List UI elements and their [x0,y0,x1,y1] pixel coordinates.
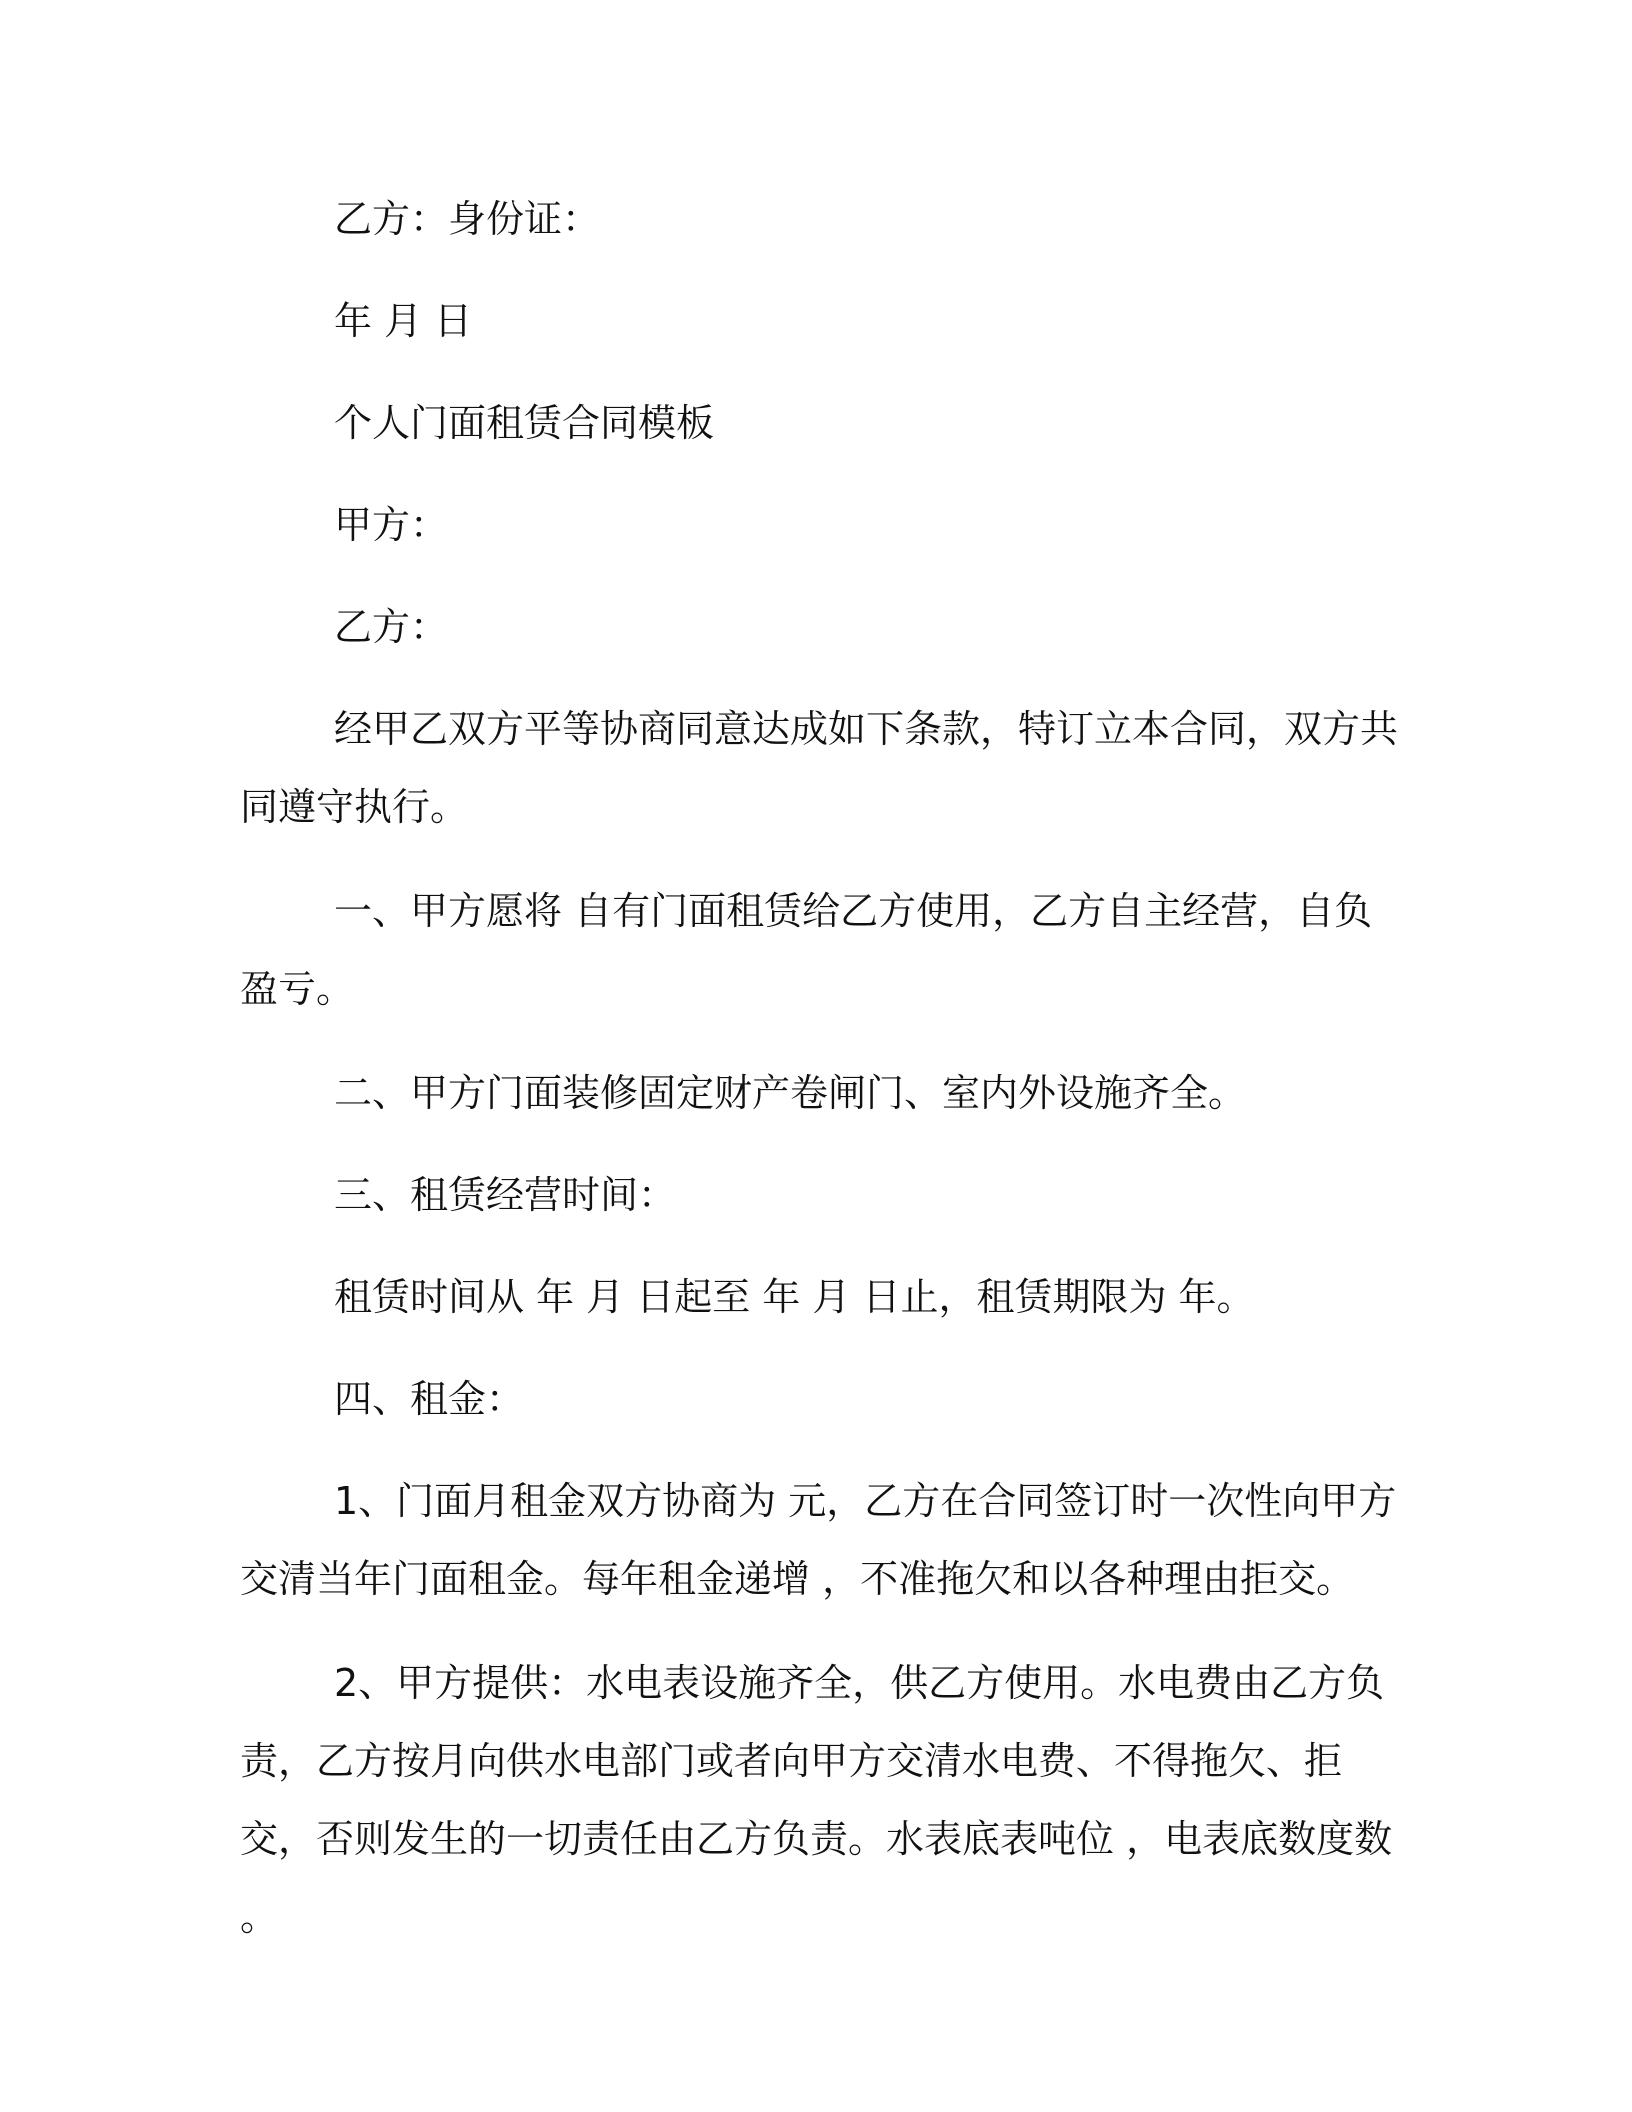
party-a-line: 甲方： [334,503,449,547]
lease-period-line: 租赁时间从 年 月 日起至 年 月 日止，租赁期限为 年。 [334,1275,1255,1319]
party-b-id-line: 乙方：身份证： [334,197,601,241]
clause-one: 一、甲方愿将 自有门面租赁给乙方使用，乙方自主经营，自负盈亏。 [240,889,1373,1011]
rent-item-one: 1、门面月租金双方协商为 元，乙方在合同签订时一次性向甲方交清当年门面租金。每年租金递增 ，不准拖欠和以各种理由拒交。 [240,1479,1397,1601]
date-line: 年 月 日 [334,299,473,343]
clause-three-heading: 三、租赁经营时间： [334,1173,677,1217]
intro-paragraph: 经甲乙双方平等协商同意达成如下条款，特订立本合同，双方共同遵守执行。 [240,707,1399,829]
clause-two: 二、甲方门面装修固定财产卷闸门、室内外设施齐全。 [334,1071,1247,1115]
party-b-line: 乙方： [334,605,449,649]
clause-four-heading: 四、租金： [334,1377,525,1421]
document-title: 个人门面租赁合同模板 [334,401,715,445]
rent-item-two: 2、甲方提供：水电表设施齐全，供乙方使用。水电费由乙方负责，乙方按月向供水电部门或者向甲方交清水电费、不得拖欠、拒交，否则发生的一切责任由乙方负责。水表底表吨位 ，电表底数度数 。 [240,1661,1393,1939]
